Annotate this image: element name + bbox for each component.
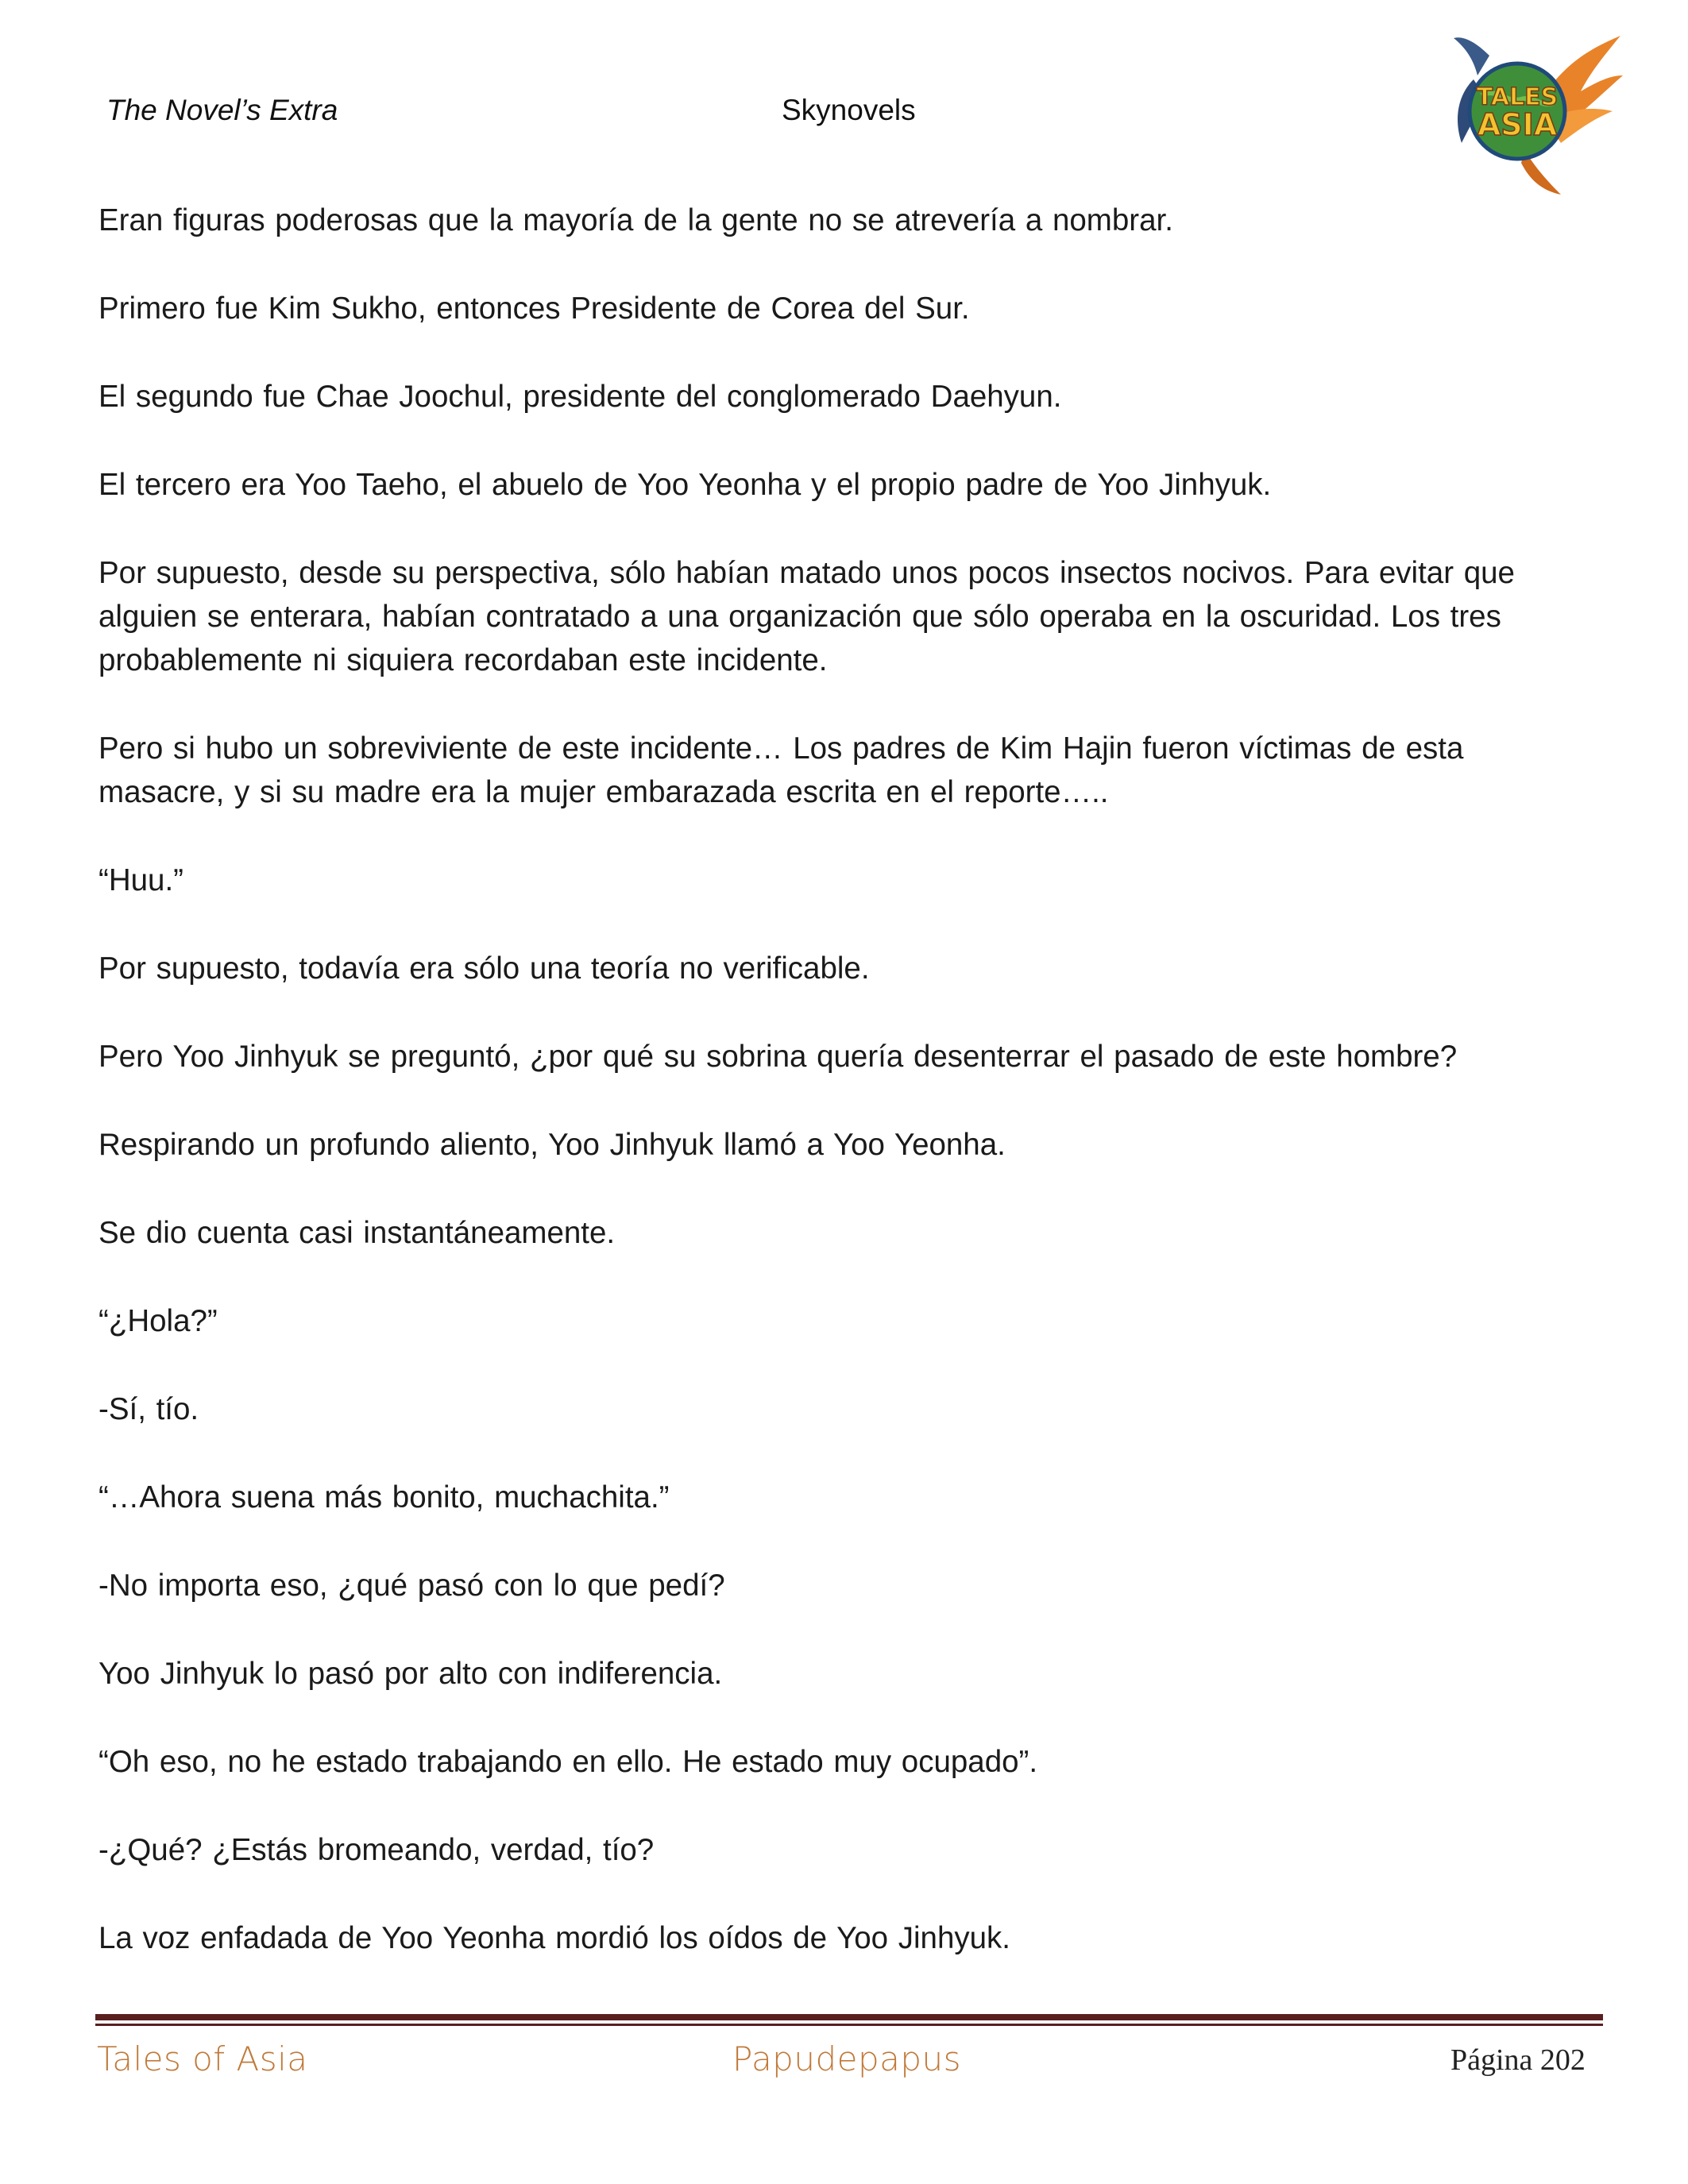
paragraph: Pero si hubo un sobreviviente de este incidente… Los padres de Kim Hajin fueron víctimas de esta masacre, y si su madre era la mujer embarazada escrita en el reporte…..: [98, 731, 1464, 809]
footer-divider-thin: [95, 2024, 1603, 2026]
footer-publisher: Tales of Asia: [97, 2039, 308, 2078]
paragraph: -Sí, tío.: [98, 1392, 199, 1426]
chapter-body: [98, 199, 1592, 2005]
tales-of-asia-logo: [1442, 32, 1624, 199]
paragraph: “¿Hola?”: [98, 1304, 218, 1338]
page-number: Página 202: [1450, 2043, 1586, 2077]
paragraph: El segundo fue Chae Joochul, presidente del conglomerado Daehyun.: [98, 380, 1062, 414]
paragraph: El tercero era Yoo Taeho, el abuelo de Yoo Yeonha y el propio padre de Yoo Jinhyuk.: [98, 468, 1272, 502]
paragraph: La voz enfadada de Yoo Yeonha mordió los oídos de Yoo Jinhyuk.: [98, 1921, 1010, 1955]
paragraph: Se dio cuenta casi instantáneamente.: [98, 1216, 616, 1250]
header-site-name: Skynovels: [782, 94, 916, 126]
paragraph: Por supuesto, desde su perspectiva, sólo habían matado unos pocos insectos nocivos. Para evitar que alguien se enterara, habían contratado a una organización que sólo operaba en la oscuridad. Los tres probablemente ni siquiera recordaban este incidente.: [98, 556, 1515, 677]
paragraph: Eran figuras poderosas que la mayoría de la gente no se atrevería a nombrar.: [98, 203, 1173, 237]
footer-divider-thick: [95, 2014, 1603, 2020]
header-book-title: The Novel’s Extra: [106, 94, 338, 126]
paragraph: Pero Yoo Jinhyuk se preguntó, ¿por qué su sobrina quería desenterrar el pasado de este hombre?: [98, 1040, 1458, 1074]
paragraph: Por supuesto, todavía era sólo una teoría no verificable.: [98, 951, 870, 986]
logo-text-top: TALES: [1476, 83, 1559, 111]
footer-translator: Papudepapus: [732, 2039, 962, 2078]
paragraph: Respirando un profundo aliento, Yoo Jinhyuk llamó a Yoo Yeonha.: [98, 1128, 1006, 1162]
logo-text-bottom: ASIA: [1477, 107, 1558, 142]
paragraph: -No importa eso, ¿qué pasó con lo que pedí?: [98, 1569, 725, 1603]
paragraph: Yoo Jinhyuk lo pasó por alto con indiferencia.: [98, 1657, 723, 1691]
paragraph: -¿Qué? ¿Estás bromeando, verdad, tío?: [98, 1833, 655, 1867]
paragraph: “Huu.”: [98, 863, 183, 897]
paragraph: “…Ahora suena más bonito, muchachita.”: [98, 1480, 670, 1515]
paragraph: Primero fue Kim Sukho, entonces Presidente de Corea del Sur.: [98, 291, 970, 326]
paragraph: “Oh eso, no he estado trabajando en ello. He estado muy ocupado”.: [98, 1745, 1038, 1779]
